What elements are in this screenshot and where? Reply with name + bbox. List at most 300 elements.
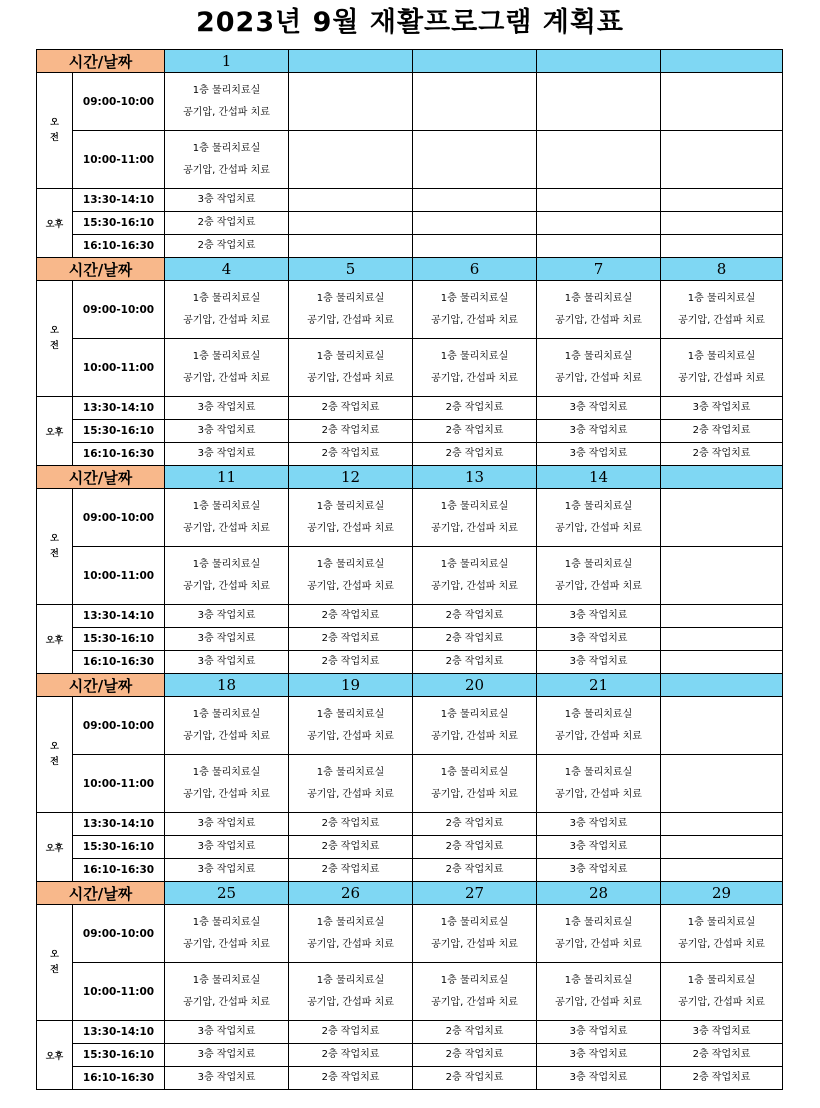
time-date-header: 시간/날짜 [37, 50, 165, 73]
schedule-cell: 2층 작업치료 [289, 443, 413, 466]
period-label: 오전 [50, 117, 59, 143]
location-text: 1층 물리치료실 [687, 350, 756, 362]
schedule-cell: 3층 작업치료 [165, 836, 289, 859]
schedule-cell: 2층 작업치료 [289, 836, 413, 859]
schedule-cell: 2층 작업치료 [413, 397, 537, 420]
location-text: 1층 물리치료실 [564, 350, 633, 362]
schedule-cell [661, 73, 783, 131]
treatment-text: 공기압, 간섭파 치료 [431, 938, 518, 950]
time-slot: 16:10-16:30 [73, 1067, 165, 1090]
time-slot: 15:30-16:10 [73, 1044, 165, 1067]
schedule-cell: 2층 작업치료 [289, 651, 413, 674]
schedule-cell: 2층 작업치료 [289, 1067, 413, 1090]
time-slot: 09:00-10:00 [73, 281, 165, 339]
schedule-cell [661, 836, 783, 859]
schedule-cell: 2층 작업치료 [661, 1044, 783, 1067]
schedule-cell [661, 905, 783, 963]
treatment-text: 공기압, 간섭파 치료 [183, 996, 270, 1008]
week-header-row [37, 674, 783, 697]
time-slot: 10:00-11:00 [73, 755, 165, 813]
location-text: 1층 물리치료실 [564, 292, 633, 304]
treatment-text: 공기압, 간섭파 치료 [183, 788, 270, 800]
schedule-cell: 3층 작업치료 [537, 813, 661, 836]
treatment-text: 공기압, 간섭파 치료 [183, 164, 270, 176]
time-slot: 15:30-16:10 [73, 420, 165, 443]
pm-row [37, 397, 783, 420]
schedule-cell [537, 212, 661, 235]
schedule-cell [413, 131, 537, 189]
schedule-cell [661, 697, 783, 755]
location-text: 1층 물리치료실 [192, 500, 261, 512]
period-am [37, 73, 73, 189]
period-am [37, 281, 73, 397]
location-text: 1층 물리치료실 [440, 974, 509, 986]
time-slot: 13:30-14:10 [73, 189, 165, 212]
schedule-cell [661, 859, 783, 882]
location-text: 1층 물리치료실 [192, 974, 261, 986]
treatment-text: 공기압, 간섭파 치료 [555, 580, 642, 592]
period-am [37, 905, 73, 1021]
treatment-text: 공기압, 간섭파 치료 [183, 314, 270, 326]
schedule-cell [661, 489, 783, 547]
location-text: 1층 물리치료실 [192, 292, 261, 304]
schedule-cell: 2층 작업치료 [289, 1044, 413, 1067]
am-row [37, 73, 783, 131]
day-header: 8 [661, 258, 783, 281]
pm-row [37, 443, 783, 466]
schedule-cell [289, 755, 413, 813]
schedule-cell: 2층 작업치료 [413, 1044, 537, 1067]
schedule-cell: 3층 작업치료 [661, 397, 783, 420]
schedule-cell: 3층 작업치료 [165, 1067, 289, 1090]
time-slot: 09:00-10:00 [73, 489, 165, 547]
schedule-cell: 3층 작업치료 [661, 1021, 783, 1044]
schedule-cell [289, 131, 413, 189]
schedule-cell [413, 339, 537, 397]
treatment-text: 공기압, 간섭파 치료 [183, 938, 270, 950]
schedule-cell: 2층 작업치료 [413, 813, 537, 836]
day-header [413, 50, 537, 73]
day-header: 12 [289, 466, 413, 489]
day-header: 4 [165, 258, 289, 281]
schedule-cell: 2층 작업치료 [289, 1021, 413, 1044]
treatment-text: 공기압, 간섭파 치료 [183, 372, 270, 384]
am-row [37, 339, 783, 397]
schedule-cell [413, 212, 537, 235]
schedule-cell [413, 189, 537, 212]
schedule-cell: 2층 작업치료 [289, 859, 413, 882]
location-text: 1층 물리치료실 [316, 558, 385, 570]
schedule-cell [289, 697, 413, 755]
day-header: 26 [289, 882, 413, 905]
location-text: 1층 물리치료실 [564, 558, 633, 570]
schedule-cell: 3층 작업치료 [537, 859, 661, 882]
time-date-header: 시간/날짜 [37, 466, 165, 489]
schedule-cell [413, 697, 537, 755]
location-text: 1층 물리치료실 [192, 708, 261, 720]
schedule-cell: 3층 작업치료 [165, 397, 289, 420]
schedule-cell [289, 73, 413, 131]
pm-row [37, 859, 783, 882]
week-header-row [37, 882, 783, 905]
treatment-text: 공기압, 간섭파 치료 [431, 730, 518, 742]
period-am [37, 697, 73, 813]
time-slot: 15:30-16:10 [73, 628, 165, 651]
schedule-cell: 2층 작업치료 [289, 628, 413, 651]
schedule-cell [537, 73, 661, 131]
day-header [661, 466, 783, 489]
schedule-cell [537, 235, 661, 258]
schedule-cell: 3층 작업치료 [165, 1044, 289, 1067]
schedule-cell [661, 131, 783, 189]
schedule-cell: 3층 작업치료 [165, 859, 289, 882]
location-text: 1층 물리치료실 [192, 84, 261, 96]
schedule-cell [537, 697, 661, 755]
time-slot: 16:10-16:30 [73, 235, 165, 258]
time-date-header: 시간/날짜 [37, 674, 165, 697]
pm-row [37, 420, 783, 443]
schedule-cell: 2층 작업치료 [165, 212, 289, 235]
schedule-cell [413, 755, 537, 813]
schedule-cell: 3층 작업치료 [165, 443, 289, 466]
pm-row [37, 628, 783, 651]
schedule-cell [661, 628, 783, 651]
period-label: 오전 [50, 949, 59, 975]
pm-row [37, 212, 783, 235]
day-header: 18 [165, 674, 289, 697]
pm-row [37, 1044, 783, 1067]
schedule-cell [165, 963, 289, 1021]
treatment-text: 공기압, 간섭파 치료 [307, 372, 394, 384]
day-header: 25 [165, 882, 289, 905]
period-am [37, 489, 73, 605]
schedule-cell: 3층 작업치료 [537, 1067, 661, 1090]
schedule-cell: 2층 작업치료 [413, 420, 537, 443]
period-pm: 오후 [37, 813, 73, 882]
location-text: 1층 물리치료실 [564, 500, 633, 512]
time-date-header: 시간/날짜 [37, 882, 165, 905]
am-row [37, 697, 783, 755]
treatment-text: 공기압, 간섭파 치료 [431, 580, 518, 592]
schedule-cell [289, 339, 413, 397]
schedule-cell: 3층 작업치료 [537, 420, 661, 443]
am-row [37, 963, 783, 1021]
schedule-cell: 3층 작업치료 [165, 605, 289, 628]
time-slot: 10:00-11:00 [73, 339, 165, 397]
schedule-cell: 2층 작업치료 [413, 605, 537, 628]
day-header: 28 [537, 882, 661, 905]
location-text: 1층 물리치료실 [440, 350, 509, 362]
day-header [537, 50, 661, 73]
treatment-text: 공기압, 간섭파 치료 [555, 938, 642, 950]
schedule-cell: 2층 작업치료 [413, 443, 537, 466]
treatment-text: 공기압, 간섭파 치료 [431, 788, 518, 800]
pm-row [37, 189, 783, 212]
time-slot: 16:10-16:30 [73, 859, 165, 882]
schedule-cell [289, 905, 413, 963]
am-row [37, 281, 783, 339]
treatment-text: 공기압, 간섭파 치료 [678, 372, 765, 384]
schedule-cell [165, 281, 289, 339]
schedule-cell: 3층 작업치료 [165, 420, 289, 443]
schedule-cell [413, 489, 537, 547]
schedule-cell: 2층 작업치료 [413, 1067, 537, 1090]
location-text: 1층 물리치료실 [564, 974, 633, 986]
schedule-cell: 2층 작업치료 [165, 235, 289, 258]
schedule-cell: 2층 작업치료 [413, 836, 537, 859]
location-text: 1층 물리치료실 [316, 974, 385, 986]
schedule-cell: 3층 작업치료 [165, 189, 289, 212]
location-text: 1층 물리치료실 [687, 974, 756, 986]
treatment-text: 공기압, 간섭파 치료 [678, 996, 765, 1008]
day-header: 29 [661, 882, 783, 905]
schedule-cell [537, 963, 661, 1021]
location-text: 1층 물리치료실 [192, 916, 261, 928]
time-slot: 13:30-14:10 [73, 397, 165, 420]
day-header: 14 [537, 466, 661, 489]
location-text: 1층 물리치료실 [440, 558, 509, 570]
treatment-text: 공기압, 간섭파 치료 [678, 938, 765, 950]
period-label: 오전 [50, 325, 59, 351]
schedule-cell [661, 235, 783, 258]
time-slot: 10:00-11:00 [73, 131, 165, 189]
schedule-cell [289, 547, 413, 605]
am-row [37, 131, 783, 189]
location-text: 1층 물리치료실 [316, 500, 385, 512]
schedule-cell: 3층 작업치료 [537, 651, 661, 674]
schedule-cell: 3층 작업치료 [537, 1021, 661, 1044]
schedule-cell: 3층 작업치료 [537, 605, 661, 628]
schedule-cell [661, 339, 783, 397]
period-label: 오전 [50, 533, 59, 559]
treatment-text: 공기압, 간섭파 치료 [183, 580, 270, 592]
schedule-cell [537, 131, 661, 189]
treatment-text: 공기압, 간섭파 치료 [431, 372, 518, 384]
schedule-table [36, 49, 783, 1090]
location-text: 1층 물리치료실 [192, 142, 261, 154]
treatment-text: 공기압, 간섭파 치료 [307, 938, 394, 950]
treatment-text: 공기압, 간섭파 치료 [431, 314, 518, 326]
schedule-cell [289, 281, 413, 339]
time-slot: 10:00-11:00 [73, 547, 165, 605]
schedule-cell: 2층 작업치료 [289, 813, 413, 836]
pm-row [37, 605, 783, 628]
location-text: 1층 물리치료실 [192, 766, 261, 778]
time-slot: 13:30-14:10 [73, 1021, 165, 1044]
schedule-cell [289, 489, 413, 547]
time-slot: 15:30-16:10 [73, 212, 165, 235]
treatment-text: 공기압, 간섭파 치료 [183, 522, 270, 534]
treatment-text: 공기압, 간섭파 치료 [555, 788, 642, 800]
pm-row [37, 813, 783, 836]
schedule-cell [661, 212, 783, 235]
day-header: 20 [413, 674, 537, 697]
location-text: 1층 물리치료실 [687, 292, 756, 304]
week-header-row [37, 50, 783, 73]
location-text: 1층 물리치료실 [564, 708, 633, 720]
schedule-cell [661, 755, 783, 813]
time-slot: 15:30-16:10 [73, 836, 165, 859]
schedule-cell [165, 905, 289, 963]
time-slot: 13:30-14:10 [73, 605, 165, 628]
schedule-cell: 3층 작업치료 [165, 628, 289, 651]
schedule-cell: 2층 작업치료 [289, 605, 413, 628]
treatment-text: 공기압, 간섭파 치료 [431, 522, 518, 534]
treatment-text: 공기압, 간섭파 치료 [555, 730, 642, 742]
schedule-cell [537, 547, 661, 605]
schedule-cell [413, 547, 537, 605]
schedule-cell: 3층 작업치료 [537, 836, 661, 859]
schedule-cell [537, 755, 661, 813]
schedule-cell: 2층 작업치료 [413, 859, 537, 882]
location-text: 1층 물리치료실 [440, 500, 509, 512]
period-label: 오 전 [50, 741, 59, 767]
period-pm: 오후 [37, 189, 73, 258]
treatment-text: 공기압, 간섭파 치료 [307, 314, 394, 326]
schedule-cell [165, 131, 289, 189]
schedule-cell [413, 905, 537, 963]
schedule-cell [289, 189, 413, 212]
schedule-cell: 2층 작업치료 [661, 443, 783, 466]
time-slot: 09:00-10:00 [73, 905, 165, 963]
location-text: 1층 물리치료실 [687, 916, 756, 928]
day-header: 27 [413, 882, 537, 905]
schedule-cell [537, 489, 661, 547]
schedule-cell [661, 813, 783, 836]
am-row [37, 755, 783, 813]
schedule-cell: 2층 작업치료 [661, 420, 783, 443]
period-pm: 오후 [37, 1021, 73, 1090]
schedule-cell: 3층 작업치료 [537, 628, 661, 651]
schedule-cell: 2층 작업치료 [289, 397, 413, 420]
am-row [37, 547, 783, 605]
day-header: 5 [289, 258, 413, 281]
schedule-cell [289, 235, 413, 258]
treatment-text: 공기압, 간섭파 치료 [555, 372, 642, 384]
location-text: 1층 물리치료실 [316, 766, 385, 778]
day-header: 6 [413, 258, 537, 281]
pm-row [37, 651, 783, 674]
schedule-cell [165, 697, 289, 755]
location-text: 1층 물리치료실 [440, 916, 509, 928]
pm-row [37, 235, 783, 258]
time-date-header: 시간/날짜 [37, 258, 165, 281]
day-header: 13 [413, 466, 537, 489]
schedule-cell: 2층 작업치료 [661, 1067, 783, 1090]
treatment-text: 공기압, 간섭파 치료 [307, 730, 394, 742]
location-text: 1층 물리치료실 [440, 292, 509, 304]
schedule-cell: 3층 작업치료 [165, 651, 289, 674]
schedule-cell [413, 963, 537, 1021]
location-text: 1층 물리치료실 [316, 708, 385, 720]
schedule-cell: 3층 작업치료 [537, 443, 661, 466]
schedule-cell: 3층 작업치료 [165, 1021, 289, 1044]
location-text: 1층 물리치료실 [316, 350, 385, 362]
schedule-cell [413, 235, 537, 258]
schedule-cell: 3층 작업치료 [537, 397, 661, 420]
treatment-text: 공기압, 간섭파 치료 [307, 996, 394, 1008]
day-header: 1 [165, 50, 289, 73]
time-slot: 09:00-10:00 [73, 697, 165, 755]
treatment-text: 공기압, 간섭파 치료 [307, 522, 394, 534]
schedule-body [37, 50, 783, 1090]
day-header: 7 [537, 258, 661, 281]
am-row [37, 489, 783, 547]
time-slot: 13:30-14:10 [73, 813, 165, 836]
time-slot: 09:00-10:00 [73, 73, 165, 131]
period-pm: 오후 [37, 605, 73, 674]
treatment-text: 공기압, 간섭파 치료 [183, 106, 270, 118]
period-pm: 오후 [37, 397, 73, 466]
schedule-cell [413, 281, 537, 339]
time-slot: 16:10-16:30 [73, 651, 165, 674]
location-text: 1층 물리치료실 [192, 558, 261, 570]
treatment-text: 공기압, 간섭파 치료 [183, 730, 270, 742]
day-header [661, 50, 783, 73]
day-header [289, 50, 413, 73]
schedule-cell [661, 605, 783, 628]
schedule-cell: 2층 작업치료 [413, 651, 537, 674]
schedule-cell [537, 339, 661, 397]
location-text: 1층 물리치료실 [316, 916, 385, 928]
day-header: 21 [537, 674, 661, 697]
schedule-cell [661, 651, 783, 674]
schedule-cell: 3층 작업치료 [165, 813, 289, 836]
am-row [37, 905, 783, 963]
schedule-cell [661, 547, 783, 605]
schedule-cell [165, 73, 289, 131]
location-text: 1층 물리치료실 [316, 292, 385, 304]
schedule-cell: 2층 작업치료 [413, 1021, 537, 1044]
time-slot: 16:10-16:30 [73, 443, 165, 466]
location-text: 1층 물리치료실 [440, 708, 509, 720]
treatment-text: 공기압, 간섭파 치료 [307, 788, 394, 800]
day-header: 19 [289, 674, 413, 697]
week-header-row [37, 258, 783, 281]
schedule-cell [289, 963, 413, 1021]
treatment-text: 공기압, 간섭파 치료 [555, 522, 642, 534]
schedule-cell [661, 963, 783, 1021]
schedule-cell [661, 281, 783, 339]
schedule-cell [165, 547, 289, 605]
pm-row [37, 1067, 783, 1090]
treatment-text: 공기압, 간섭파 치료 [678, 314, 765, 326]
treatment-text: 공기압, 간섭파 치료 [555, 314, 642, 326]
treatment-text: 공기압, 간섭파 치료 [555, 996, 642, 1008]
location-text: 1층 물리치료실 [192, 350, 261, 362]
schedule-cell [289, 212, 413, 235]
schedule-cell [537, 189, 661, 212]
schedule-cell [413, 73, 537, 131]
page-title: 2023년 9월 재활프로그램 계획표 [195, 7, 625, 38]
day-header: 11 [165, 466, 289, 489]
treatment-text: 공기압, 간섭파 치료 [431, 996, 518, 1008]
location-text: 1층 물리치료실 [564, 766, 633, 778]
time-slot: 10:00-11:00 [73, 963, 165, 1021]
schedule-cell: 2층 작업치료 [289, 420, 413, 443]
schedule-cell: 2층 작업치료 [413, 628, 537, 651]
schedule-cell: 3층 작업치료 [537, 1044, 661, 1067]
schedule-cell [537, 281, 661, 339]
schedule-cell [661, 189, 783, 212]
schedule-cell [165, 755, 289, 813]
pm-row [37, 836, 783, 859]
schedule-cell [537, 905, 661, 963]
week-header-row [37, 466, 783, 489]
schedule-cell [165, 339, 289, 397]
location-text: 1층 물리치료실 [564, 916, 633, 928]
day-header [661, 674, 783, 697]
